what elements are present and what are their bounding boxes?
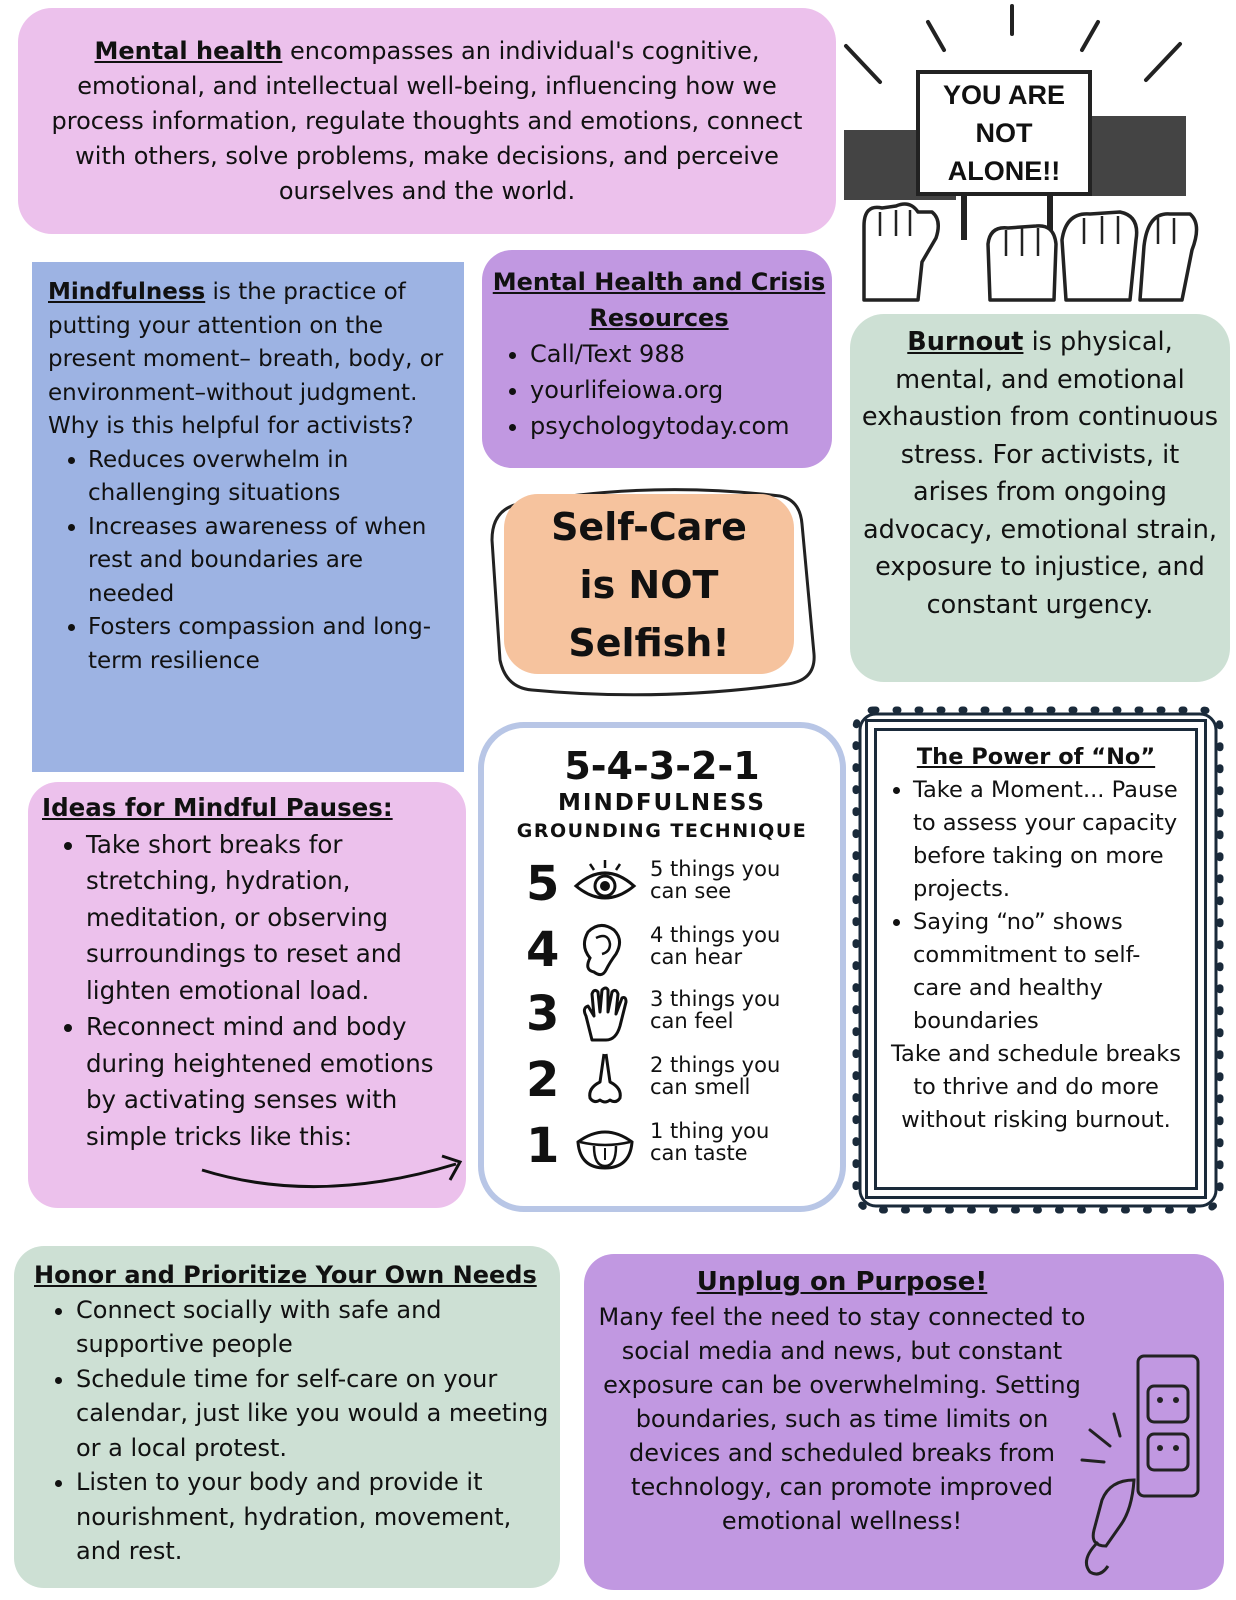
eye-icon — [570, 856, 640, 912]
unplug-text: Many feel the need to stay connected to social media and news, but constant exposure can be overwhelming. Setting boundaries, such as time limits on devices and scheduled breaks from technology, can promote improved emotional wellness! — [598, 1303, 1086, 1535]
resources-title: Mental Health and Crisis Resources — [492, 268, 826, 332]
resource-item[interactable]: • yourlifeiowa.org — [530, 372, 826, 408]
nose-icon — [570, 1052, 640, 1108]
grounding-row-3 — [514, 986, 814, 1046]
honor-needs-list — [34, 1293, 550, 1569]
resource-item: • Call/Text 988 — [530, 336, 826, 372]
grounding-text: 1 thing you can taste — [650, 1119, 770, 1165]
honor-needs-title: Honor and Prioritize Your Own Needs — [34, 1261, 537, 1289]
burnout-term: Burnout — [907, 327, 1024, 357]
grounding-row-2 — [514, 1052, 814, 1112]
grounding-text: 4 things you can hear — [650, 923, 781, 969]
power-of-no-card — [846, 700, 1230, 1220]
grounding-text: 3 things you can feel — [650, 987, 781, 1033]
resources-list — [492, 336, 826, 444]
self-care-text — [504, 494, 794, 674]
unplug-card — [584, 1254, 1224, 1590]
mouth-icon — [570, 1118, 640, 1174]
grounding-number: 3 — [526, 986, 560, 1042]
self-care-line-2: is NOT — [579, 563, 719, 607]
mindfulness-text: is the practice of putting your attention on the present moment– breath, body, or environment–without judgment. — [48, 279, 444, 406]
grounding-number: 5 — [526, 856, 560, 912]
mindful-pauses-list — [42, 827, 456, 1156]
mindfulness-term: Mindfulness — [48, 279, 206, 305]
grounding-text: 2 things you can smell — [650, 1053, 781, 1099]
list-item: • Take a Moment... Pause to assess your capacity before taking on more projects. — [913, 774, 1189, 906]
grounding-row-4 — [514, 922, 814, 982]
protest-sign-icon — [840, 0, 1230, 310]
self-care-line-3: Selfish! — [568, 621, 730, 665]
mindfulness-card — [32, 262, 464, 772]
self-care-line-1: Self-Care — [551, 505, 747, 549]
grounding-number: 2 — [526, 1052, 560, 1108]
not-alone-illustration — [840, 0, 1230, 310]
self-care-badge — [488, 484, 828, 702]
list-item: • Reconnect mind and body during heightened emotions by activating senses with simple tricks like this: — [86, 1009, 456, 1155]
mindfulness-question: Why is this helpful for activists? — [48, 413, 414, 439]
list-item: • Increases awareness of when rest and boundaries are needed — [88, 511, 454, 612]
unplug-content — [592, 1264, 1092, 1538]
grounding-number: 1 — [526, 1118, 560, 1174]
sign-line-1: YOU ARE — [942, 80, 1066, 110]
mindfulness-definition — [48, 276, 454, 410]
mindfulness-list — [48, 444, 454, 679]
power-of-no-closing: Take and schedule breaks to thrive and do more without risking burnout. — [891, 1041, 1181, 1133]
power-of-no-title: The Power of “No” — [916, 744, 1156, 770]
list-item: • Saying “no” shows commitment to self-care and healthy boundaries — [913, 906, 1189, 1038]
sign-line-2: NOT — [975, 118, 1033, 148]
list-item: • Take short breaks for stretching, hydration, meditation, or observing surroundings to reset and lighten emotional load. — [86, 827, 456, 1010]
unplugged-outlet-icon — [1080, 1350, 1210, 1580]
list-item: • Listen to your body and provide it nourishment, hydration, movement, and rest. — [76, 1465, 550, 1569]
burnout-text: is physical, mental, and emotional exhaustion from continuous stress. For activists, it arises from ongoing advocacy, emotional strain, exposure to injustice, and constant urgency. — [861, 327, 1219, 620]
list-item: • Reduces overwhelm in challenging situations — [88, 444, 454, 511]
burnout-card — [850, 314, 1230, 682]
grounding-number: 4 — [526, 922, 560, 978]
honor-needs-card — [14, 1246, 560, 1588]
grounding-text: 5 things you can see — [650, 857, 781, 903]
list-item: • Schedule time for self-care on your calendar, just like you would a meeting or a local protest. — [76, 1362, 550, 1466]
list-item: • Fosters compassion and long-term resilience — [88, 611, 454, 678]
mindful-pauses-title: Ideas for Mindful Pauses: — [42, 793, 393, 822]
curved-arrow-icon — [198, 1150, 478, 1200]
grounding-title: 5-4-3-2-1 — [564, 744, 760, 788]
power-of-no-list — [883, 774, 1189, 1038]
list-item: • Connect socially with safe and supportive people — [76, 1293, 550, 1362]
mental-health-term: Mental health — [94, 37, 283, 65]
power-of-no-content — [874, 728, 1198, 1190]
ear-icon — [570, 922, 640, 978]
hand-icon — [570, 986, 640, 1042]
unplug-title: Unplug on Purpose! — [696, 1267, 988, 1297]
mental-health-text: encompasses an individual's cognitive, emotional, and intellectual well-being, influencing how we process information, regulate thoughts and emotions, connect with others, solve problems, make decisions, and perceive ourselves and the world. — [51, 37, 803, 205]
mental-health-card — [18, 8, 836, 234]
grounding-row-1 — [514, 1118, 814, 1178]
sign-line-3: ALONE!! — [947, 156, 1061, 186]
grounding-technique-card — [478, 722, 846, 1212]
mindful-pauses-card — [28, 782, 466, 1208]
resource-item[interactable]: • psychologytoday.com — [530, 408, 826, 444]
grounding-subtitle-2: GROUNDING TECHNIQUE — [516, 820, 808, 842]
grounding-subtitle-1: MINDFULNESS — [558, 790, 766, 816]
grounding-row-5 — [514, 856, 814, 916]
resources-card — [482, 250, 832, 468]
